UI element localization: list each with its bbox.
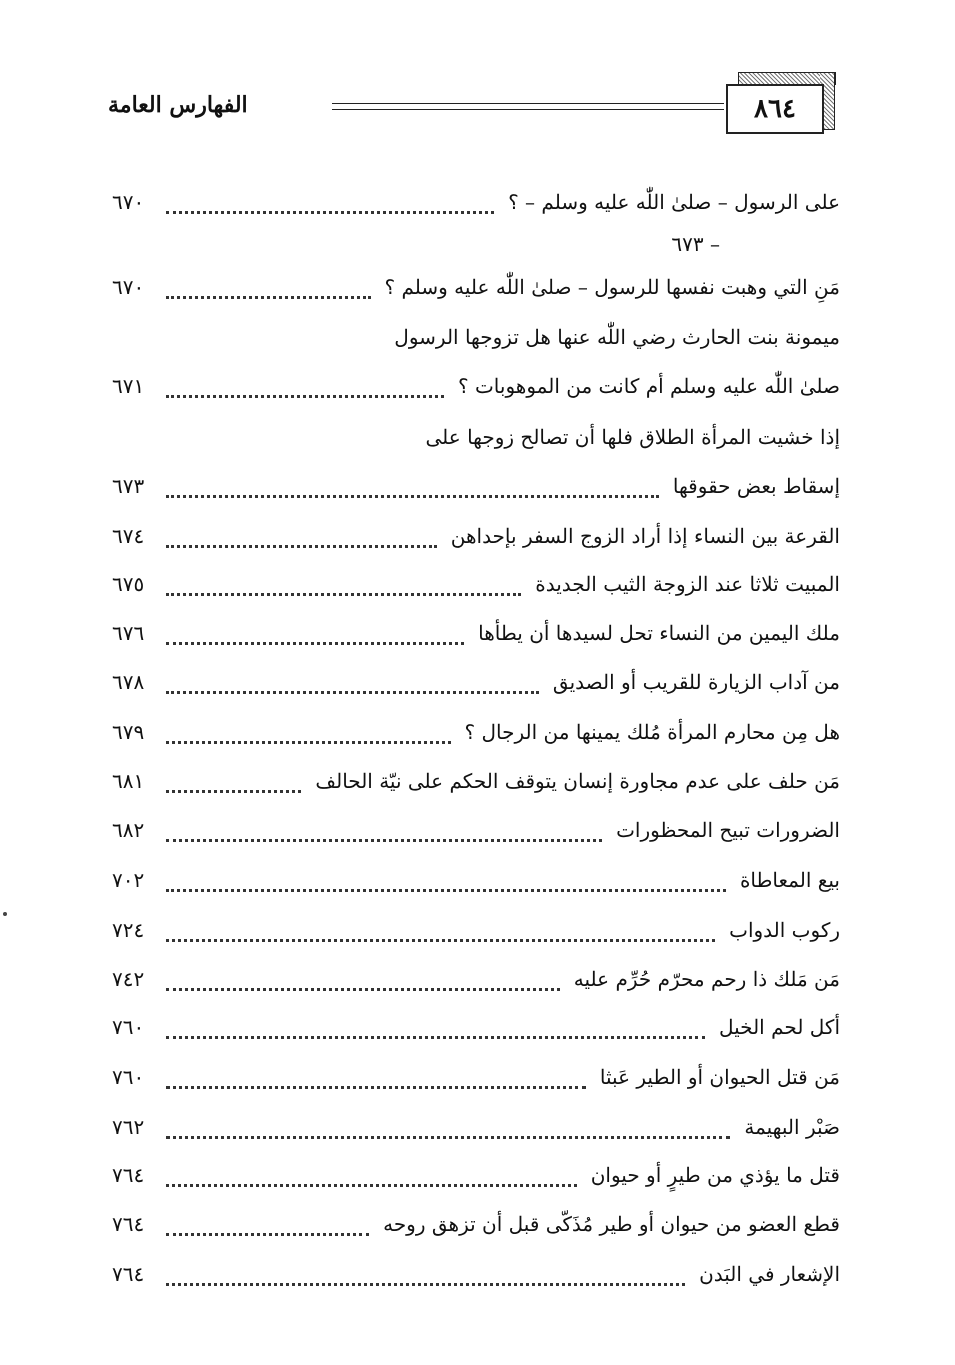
index-entry [100, 619, 840, 653]
page-number: ٨٦٤ [726, 84, 824, 134]
index-entry [100, 866, 840, 900]
entry-title: ركوب الدواب [729, 918, 840, 942]
entry-page-number: ٦٧٤ [112, 524, 145, 548]
index-entry [100, 1013, 840, 1047]
entry-page-number: ٧٢٤ [112, 918, 145, 942]
leader-dots [166, 1261, 685, 1286]
leader-dots [166, 719, 451, 744]
leader-dots [166, 1114, 730, 1139]
entry-title: الضرورات تبيح المحظورات [616, 818, 840, 842]
entry-title: أكل لحم الخيل [719, 1015, 840, 1039]
index-entry [100, 522, 840, 556]
entry-title: مَن حلف على عدم مجاورة إنسان يتوقف الحكم على نيّة الحالف [315, 769, 840, 793]
entry-title: الإشعار في البَدن [699, 1262, 840, 1286]
entry-title: قطع العضو من حيوان أو طير مُذَكّى قبل أن تزهق روحه [383, 1212, 840, 1236]
index-entry [100, 965, 840, 999]
entry-title: صلىٰ اللّٰه عليه وسلم أم كانت من الموهوبات ؟ [457, 374, 840, 398]
entry-title: على الرسول – صلىٰ اللّٰه عليه وسلم – ؟ [508, 190, 840, 214]
scan-speck [3, 912, 7, 916]
index-entry [100, 916, 840, 950]
leader-dots [166, 867, 726, 892]
entry-title: إسقاط بعض حقوقها [672, 474, 840, 498]
entry-page-number: ٧٦٤ [112, 1163, 145, 1187]
leader-dots [166, 1064, 586, 1089]
index-entry [100, 1161, 840, 1195]
entry-page-number: ٦٨٢ [112, 818, 145, 842]
leader-dots [166, 966, 560, 991]
entry-page-number: ٦٧٠ [112, 275, 145, 299]
running-header-title: الفهارس العامة [108, 92, 248, 118]
leader-dots [166, 768, 301, 793]
entry-title: – ٦٧٣ [671, 232, 720, 256]
entry-page-number: ٧٠٢ [112, 868, 145, 892]
leader-dots [166, 523, 437, 548]
entry-page-number: ٦٨١ [112, 769, 145, 793]
entry-title: صَبْر البهيمة [744, 1115, 840, 1139]
leader-dots [166, 817, 602, 842]
index-entry [100, 718, 840, 752]
leader-dots [166, 189, 494, 214]
entry-page-number: ٧٦٠ [112, 1065, 145, 1089]
entry-title: قتل ما يؤذي من طيرٍ أو حيوان [590, 1163, 840, 1187]
leader-dots [166, 620, 464, 645]
leader-dots [166, 1211, 369, 1236]
index-entry [100, 570, 840, 604]
entry-title: مَن مَلك ذا رحم محرّم حُرِّم عليه [573, 967, 840, 991]
index-entry [100, 323, 840, 357]
index-entry [100, 1210, 840, 1244]
entry-page-number: ٧٤٢ [112, 967, 145, 991]
index-entry [100, 372, 840, 406]
entry-title: المبيت ثلاثا عند الزوجة الثيب الجديدة [535, 572, 840, 596]
leader-dots [166, 1162, 577, 1187]
index-entry [100, 273, 840, 307]
entry-page-number: ٧٦٤ [112, 1262, 145, 1286]
leader-dots [166, 373, 444, 398]
entry-page-number: ٦٧٠ [112, 190, 145, 214]
leader-dots [166, 1014, 705, 1039]
entry-title: ميمونة بنت الحارث رضي اللّٰه عنها هل تزوجها الرسول [394, 325, 840, 349]
leader-dots [166, 473, 659, 498]
index-entry [100, 1113, 840, 1147]
entry-title: بيع المعاطاة [739, 868, 840, 892]
leader-dots [166, 274, 371, 299]
leader-dots [166, 917, 715, 942]
entry-page-number: ٦٧٦ [112, 621, 145, 645]
index-entry [100, 767, 840, 801]
entry-title: مَن قتل الحيوان أو الطير عَبثا [599, 1065, 840, 1089]
entry-page-number: ٦٧٨ [112, 670, 145, 694]
entry-page-number: ٦٧١ [112, 374, 145, 398]
leader-dots [166, 669, 539, 694]
entry-title: إذا خشيت المرأة الطلاق فلها أن تصالح زوجها على [425, 425, 840, 449]
index-entry [100, 423, 840, 457]
index-entry [100, 1260, 840, 1294]
entry-title: ملك اليمين من النساء تحل لسيدها أن يطأها [478, 621, 840, 645]
entry-title: هل مِن محارم المرأة مُلك يمينها من الرجال ؟ [464, 720, 840, 744]
entry-page-number: ٧٦٢ [112, 1115, 145, 1139]
entry-title: القرعة بين النساء إذا أراد الزوج السفر بإحداهن [450, 524, 840, 548]
entry-page-number: ٦٧٩ [112, 720, 145, 744]
entry-title: مَنِ التي وهبت نفسها للرسول – صلىٰ اللّٰه عليه وسلم ؟ [384, 275, 840, 299]
entry-page-number: ٦٧٥ [112, 572, 145, 596]
entry-title: من آداب الزيارة للقريب أو الصديق [552, 670, 840, 694]
header-rule [332, 103, 724, 110]
entry-page-number: ٦٧٣ [112, 474, 145, 498]
index-entry [100, 230, 840, 264]
index-entry [100, 668, 840, 702]
entry-page-number: ٧٦٤ [112, 1212, 145, 1236]
entry-page-number: ٧٦٠ [112, 1015, 145, 1039]
index-entry [100, 472, 840, 506]
index-entry [100, 188, 840, 222]
index-entry [100, 1063, 840, 1097]
index-entry [100, 816, 840, 850]
leader-dots [166, 571, 521, 596]
